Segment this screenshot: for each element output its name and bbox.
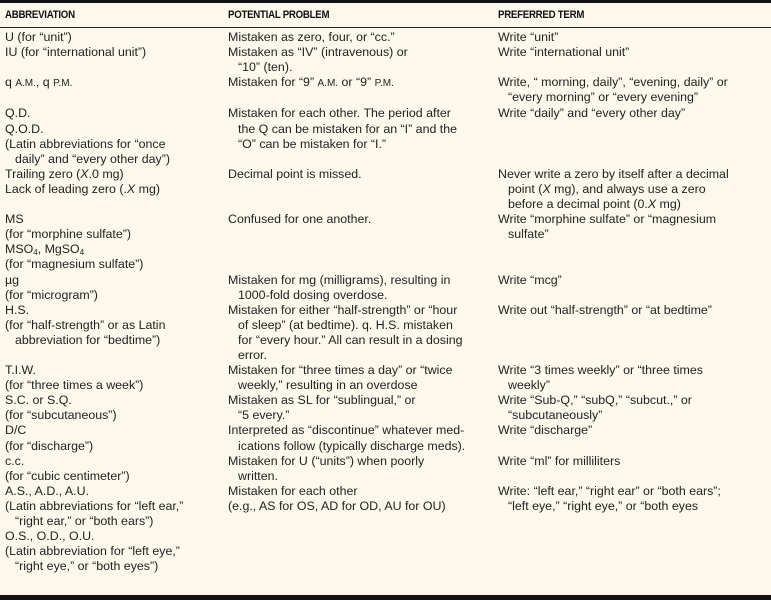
cell-line: $MSO_4$, MgSO$_4$ bbox=[5, 242, 85, 258]
abbreviation-cell bbox=[0, 212, 228, 272]
table-row bbox=[0, 212, 771, 272]
table-row bbox=[0, 167, 771, 212]
table-row bbox=[0, 273, 771, 303]
preferred-term-cell bbox=[498, 167, 771, 212]
cell-line: H.S. bbox=[5, 302, 30, 317]
cell-line: Trailing zero (X.0 mg) bbox=[5, 166, 124, 181]
bottom-border bbox=[0, 595, 771, 600]
cell-line: Mistaken for mg (milligrams), resulting in bbox=[228, 272, 451, 287]
cell-line: T.I.W. bbox=[5, 363, 36, 378]
cell-line: for “every hour.” All can result in a dosing bbox=[238, 332, 463, 347]
cell-line: c.c. bbox=[5, 453, 25, 468]
preferred-term-cell bbox=[498, 423, 771, 453]
table-row bbox=[0, 393, 771, 423]
cell-line: Mistaken for “9” A.M. or “9” P.M. bbox=[228, 75, 394, 90]
cell-line: abbreviation for “bedtime”) bbox=[15, 332, 161, 347]
cell-line: Decimal point is missed. bbox=[228, 166, 362, 181]
abbreviation-cell bbox=[0, 106, 228, 166]
cell-line: Mistaken as zero, four, or “cc.” bbox=[228, 30, 395, 44]
cell-line: “every morning” or “every evening” bbox=[508, 90, 699, 105]
cell-line: Write “discharge” bbox=[498, 423, 593, 438]
preferred-term-cell bbox=[498, 484, 771, 575]
header-potential-problem: POTENTIAL PROBLEM bbox=[228, 9, 330, 21]
problem-cell bbox=[228, 363, 498, 393]
cell-line: Interpreted as “discontinue” whatever med- bbox=[228, 423, 465, 438]
problem-cell bbox=[228, 106, 498, 166]
cell-line: S.C. or S.Q. bbox=[5, 393, 72, 408]
cell-line: Never write a zero by itself after a decimal bbox=[498, 166, 729, 181]
table-header bbox=[0, 3, 771, 27]
cell-line: Confused for one another. bbox=[228, 212, 372, 227]
cell-line: Mistaken for “three times a day” or “twice bbox=[228, 363, 453, 378]
cell-line: (for “morphine sulfate”) bbox=[5, 227, 132, 242]
cell-line: of sleep” (at bedtime). q. H.S. mistaken bbox=[238, 317, 453, 332]
cell-line: Write “morphine sulfate” or “magnesium bbox=[498, 212, 717, 227]
problem-cell bbox=[228, 393, 498, 423]
cell-line: before a decimal point (0.X mg) bbox=[508, 197, 681, 212]
preferred-term-cell bbox=[498, 106, 771, 166]
cell-line: written. bbox=[238, 468, 278, 483]
cell-line: (Latin abbreviations for “once bbox=[5, 136, 166, 151]
cell-line: Mistaken as SL for “sublingual,” or bbox=[228, 393, 416, 408]
table-row bbox=[0, 423, 771, 453]
cell-line: D/C bbox=[5, 423, 27, 438]
cell-line: q A.M., q P.M. bbox=[5, 75, 73, 90]
cell-line: point (X mg), and always use a zero bbox=[508, 181, 706, 196]
cell-line: U (for “unit”) bbox=[5, 30, 72, 44]
cell-line: “right eye,” or “both eyes”) bbox=[15, 559, 159, 574]
cell-line: Mistaken as “IV” (intravenous) or bbox=[228, 45, 408, 60]
cell-line: 1000-fold dosing overdose. bbox=[238, 287, 388, 302]
header-divider bbox=[0, 27, 771, 28]
header-preferred-term: PREFERRED TERM bbox=[498, 9, 585, 21]
problem-cell bbox=[228, 212, 498, 272]
abbreviation-cell bbox=[0, 423, 228, 453]
table-row bbox=[0, 454, 771, 484]
cell-line: Write “unit” bbox=[498, 30, 559, 44]
cell-line: Write “daily” and “every other day” bbox=[498, 106, 686, 121]
problem-cell bbox=[228, 167, 498, 212]
problem-cell bbox=[228, 30, 498, 45]
table-row bbox=[0, 45, 771, 75]
cell-line: “5 every.” bbox=[238, 408, 290, 423]
abbreviation-cell bbox=[0, 75, 228, 106]
cell-line: Write “ml” for milliliters bbox=[498, 453, 621, 468]
cell-line: “subcutaneously” bbox=[508, 408, 603, 423]
preferred-term-cell bbox=[498, 303, 771, 363]
cell-line: “10” (ten). bbox=[238, 60, 293, 75]
cell-line: O.S., O.D., O.U. bbox=[5, 529, 95, 544]
preferred-term-cell bbox=[498, 454, 771, 484]
cell-line: (for “cubic centimeter”) bbox=[5, 468, 130, 483]
abbreviation-cell bbox=[0, 45, 228, 75]
cell-line: the Q can be mistaken for an “I” and the bbox=[238, 121, 458, 136]
cell-line: Write, “ morning, daily”, “evening, daily” or bbox=[498, 75, 728, 90]
abbreviation-cell bbox=[0, 454, 228, 484]
cell-line: weekly” bbox=[508, 378, 550, 393]
cell-line: Mistaken for each other bbox=[228, 483, 358, 498]
preferred-term-cell bbox=[498, 75, 771, 106]
cell-line: Mistaken for either “half-strength” or “hour bbox=[228, 302, 458, 317]
table-row bbox=[0, 75, 771, 106]
table-row bbox=[0, 363, 771, 393]
cell-line: Write “3 times weekly” or “three times bbox=[498, 363, 703, 378]
problem-cell bbox=[228, 75, 498, 106]
preferred-term-cell bbox=[498, 363, 771, 393]
cell-line: Write “Sub-Q,” “subQ,” “subcut.,” or bbox=[498, 393, 692, 408]
preferred-term-cell bbox=[498, 212, 771, 272]
abbreviation-cell bbox=[0, 30, 228, 45]
cell-line: Q.O.D. bbox=[5, 121, 44, 136]
preferred-term-cell bbox=[498, 273, 771, 303]
cell-line: Mistaken for each other. The period after bbox=[228, 106, 451, 121]
cell-line: IU (for “international unit”) bbox=[5, 45, 147, 60]
problem-cell bbox=[228, 45, 498, 75]
cell-line: Q.D. bbox=[5, 106, 31, 121]
cell-line: MS bbox=[5, 212, 24, 227]
preferred-term-cell bbox=[498, 45, 771, 75]
cell-line: Lack of leading zero (.X mg) bbox=[5, 181, 160, 196]
cell-line: Write out “half-strength” or “at bedtime” bbox=[498, 302, 712, 317]
preferred-term-cell bbox=[498, 393, 771, 423]
header-abbreviation: ABBREVIATION bbox=[5, 9, 75, 21]
abbreviation-cell bbox=[0, 393, 228, 423]
cell-line: (for “subcutaneous”) bbox=[5, 408, 117, 423]
table-row bbox=[0, 30, 771, 45]
problem-cell bbox=[228, 454, 498, 484]
problem-cell bbox=[228, 423, 498, 453]
preferred-term-cell bbox=[498, 30, 771, 45]
table-row bbox=[0, 484, 771, 575]
table-row bbox=[0, 303, 771, 363]
abbreviation-cell bbox=[0, 167, 228, 212]
cell-line: daily” and “every other day”) bbox=[15, 151, 170, 166]
cell-line: “O” can be mistaken for “I.” bbox=[238, 136, 387, 151]
cell-line: (for “microgram”) bbox=[5, 287, 98, 302]
cell-line: Write “mcg” bbox=[498, 272, 562, 287]
cell-line: weekly,” resulting in an overdose bbox=[238, 378, 418, 393]
problem-cell bbox=[228, 273, 498, 303]
cell-line: (Latin abbreviation for “left eye,” bbox=[5, 544, 180, 559]
abbreviation-cell bbox=[0, 484, 228, 575]
cell-line: (for “half-strength” or as Latin bbox=[5, 317, 166, 332]
cell-line: Write: “left ear,” “right ear” or “both ears”; bbox=[498, 483, 721, 498]
cell-line: ications follow (typically discharge meds). bbox=[238, 438, 466, 453]
cell-line: (Latin abbreviations for “left ear,” bbox=[5, 498, 184, 513]
abbreviation-cell bbox=[0, 303, 228, 363]
cell-line: A.S., A.D., A.U. bbox=[5, 483, 90, 498]
cell-line: (for “three times a week”) bbox=[5, 378, 144, 393]
cell-line: sulfate” bbox=[508, 227, 549, 242]
cell-line: Mistaken for U (“units”) when poorly bbox=[228, 453, 425, 468]
abbreviation-cell bbox=[0, 363, 228, 393]
cell-line: (e.g., AS for OS, AD for OD, AU for OU) bbox=[228, 498, 446, 513]
problem-cell bbox=[228, 484, 498, 575]
cell-line: Write “international unit” bbox=[498, 45, 630, 60]
problem-cell bbox=[228, 303, 498, 363]
cell-line: µg bbox=[5, 272, 20, 287]
abbreviation-table bbox=[0, 30, 771, 574]
cell-line: (for “magnesium sulfate”) bbox=[5, 257, 144, 272]
abbreviation-cell bbox=[0, 273, 228, 303]
table-row bbox=[0, 106, 771, 166]
cell-line: (for “discharge”) bbox=[5, 438, 94, 453]
cell-line: “left eye,” “right eye,” or “both eyes bbox=[508, 498, 699, 513]
cell-line: “right ear,” or “both ears”) bbox=[15, 514, 154, 528]
cell-line: error. bbox=[238, 347, 267, 362]
spacer bbox=[5, 91, 228, 106]
